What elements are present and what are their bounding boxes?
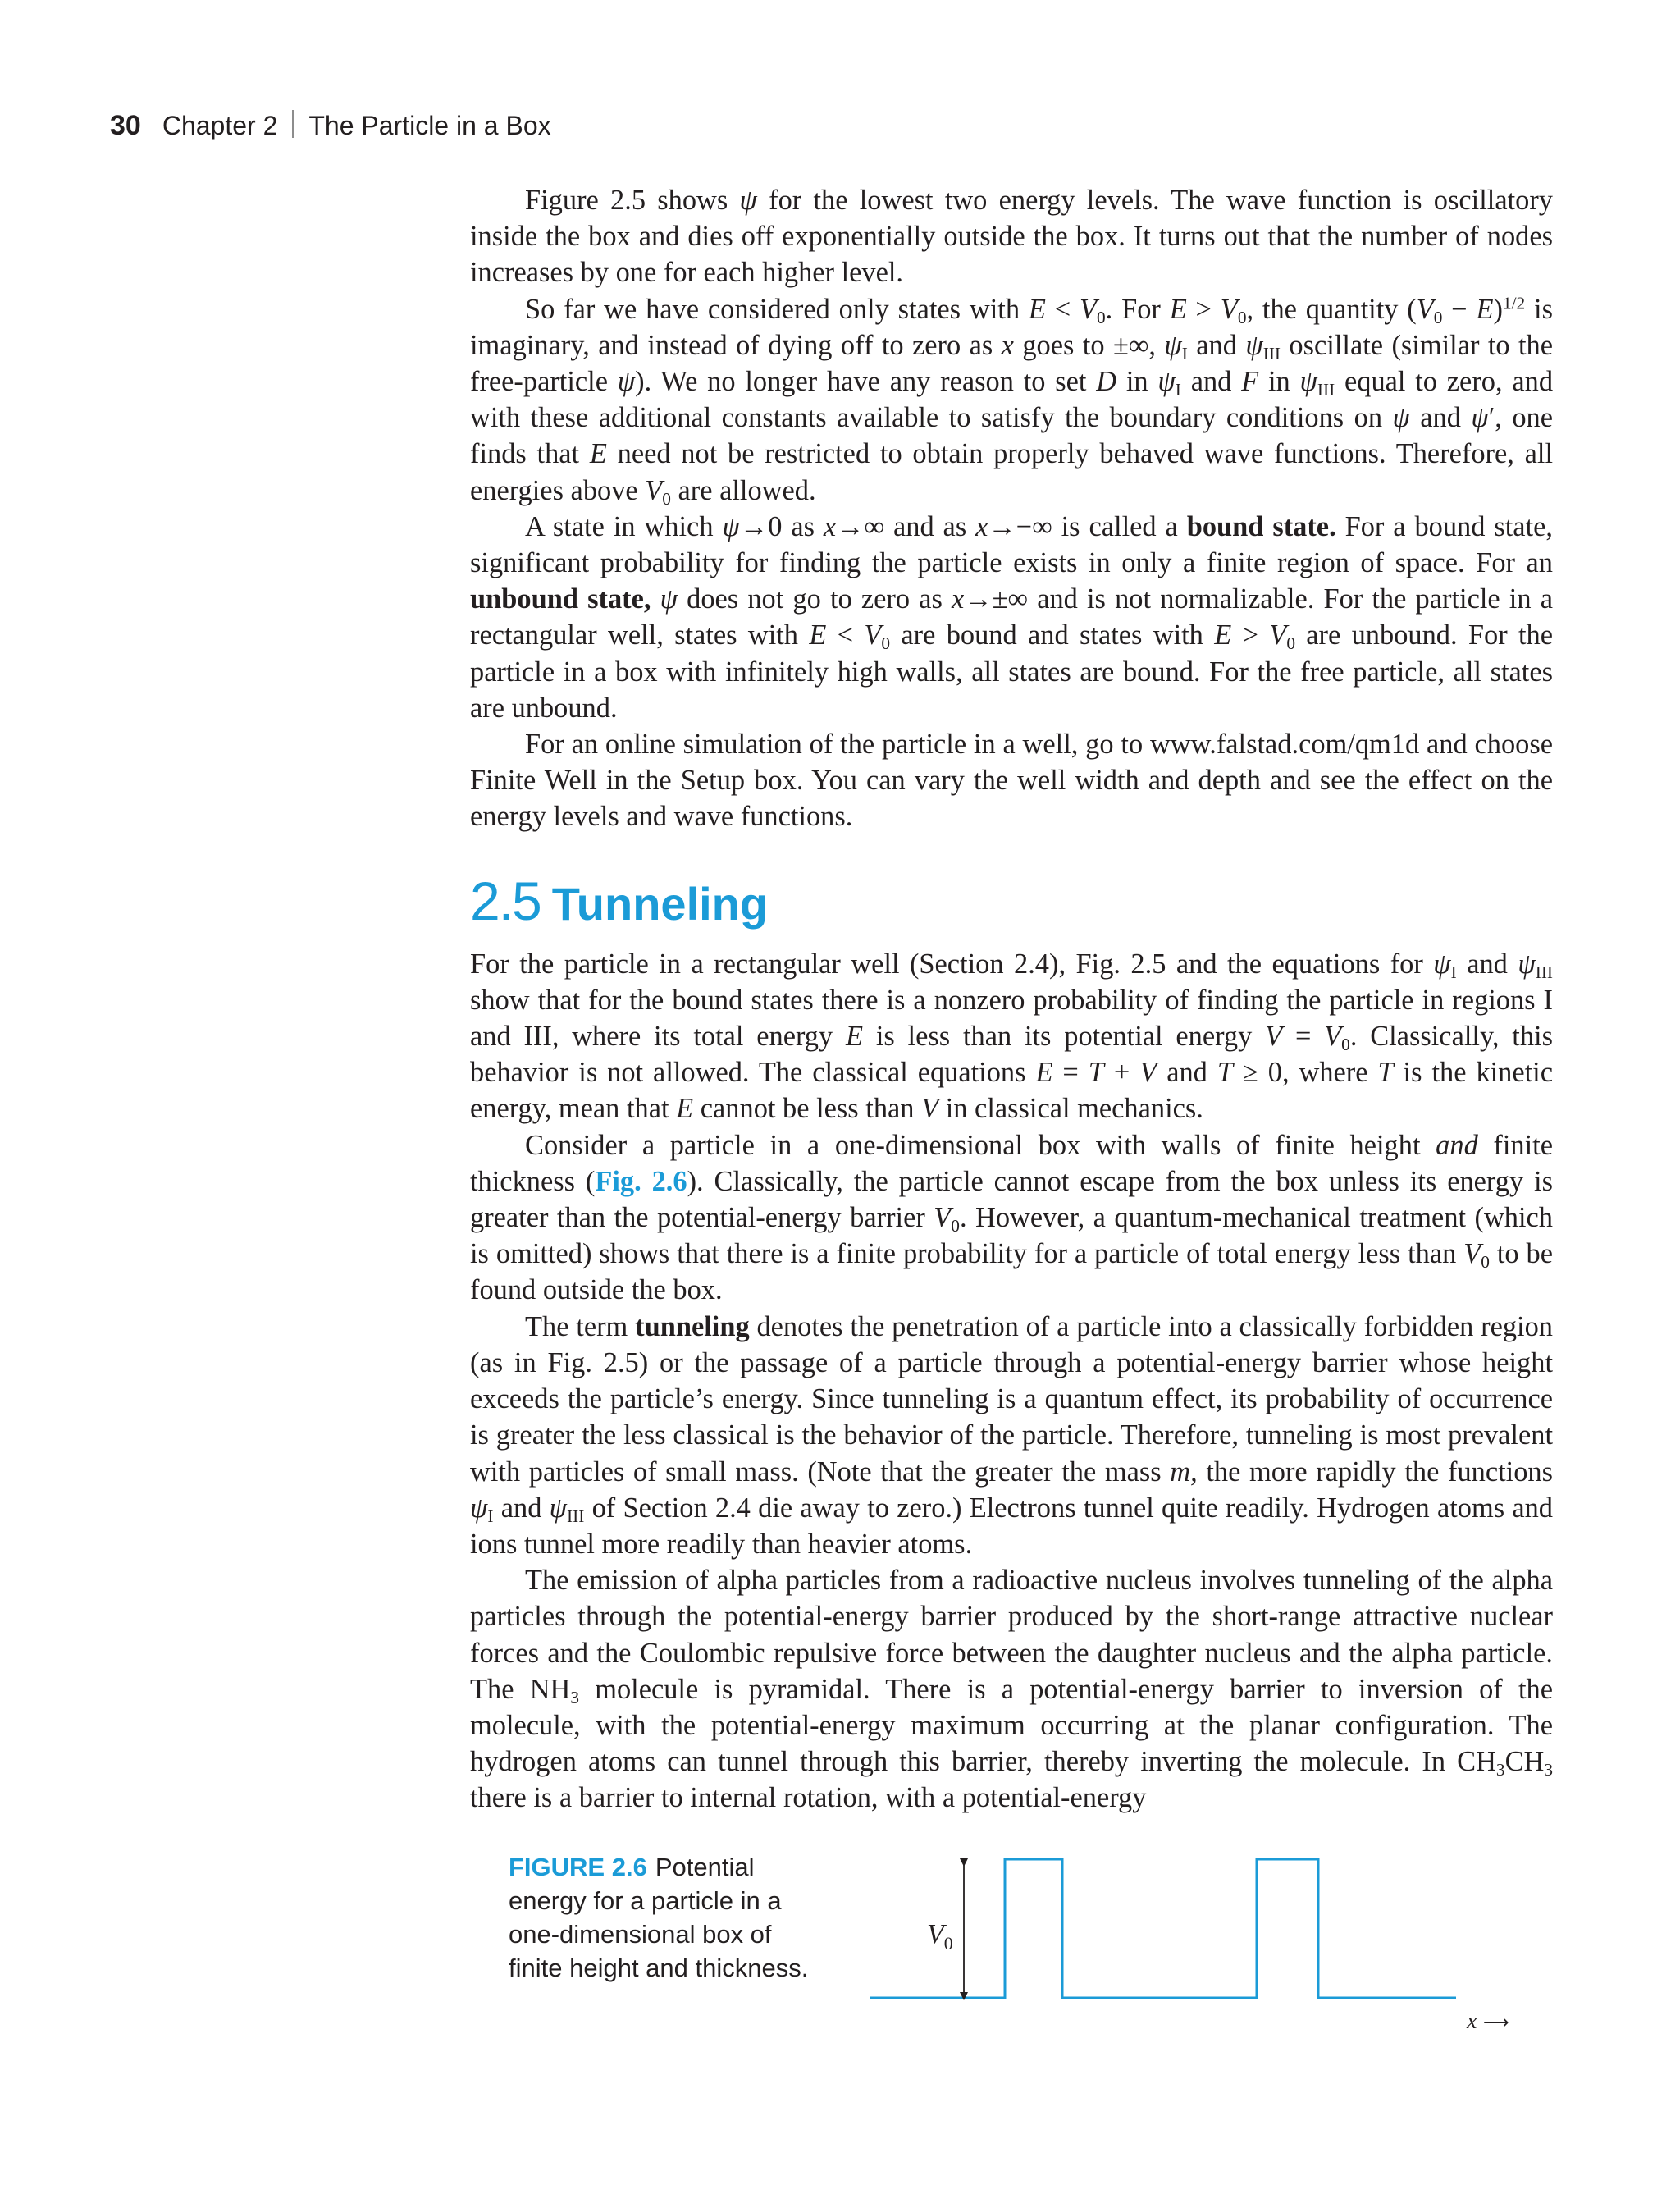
potential-curve [870,1859,1456,1998]
section-number: 2.5 [470,871,541,931]
page-number: 30 [110,110,141,141]
paragraph-tunneling-intro: For the particle in a rectangular well (Section 2.4), Fig. 2.5 and the equations for $\psi_I$ and $\psi_{III}$ show that for the bound states there is a nonzero probability of finding the particle in regions I and III, where its total energy E is less than its potential energy $V = V_0$. Classically, this behavior is not allowed. The classical equations E = T + V and T ≥ 0, where T is the kinetic energy, mean that E cannot be less than V in classical mechanics. [470,948,1554,1125]
figure-reference-link[interactable]: Fig. 2.6 [595,1165,687,1197]
paragraph-unbound-energies: So far we have considered only states with $E < V_0$. For $E > V_0$, the quantity $(V_0 - E)^{1/2}$ is imaginary, and instead of dying off to zero as x goes to ±∞, $\psi_I$ and $\psi_{III}$ oscillate (similar to the free-particle ψ). We no longer have any reason to set D in $\psi_I$ and F in $\psi_{III}$ equal to zero, and with these additional constants available to satisfy the boundary conditions on ψ and ψ′, one finds that E need not be restricted to obtain properly behaved wave functions. Therefore, all energies above $V_0$ are allowed. [470,292,1554,509]
section-title: Tunneling [551,878,769,930]
paragraph-alpha-emission: The emission of alpha particles from a radioactive nucleus involves tunneling of the alpha particles through the potential-energy barrier produced by the short-range attractive nuclear forces and the Coulombic repulsive force between the daughter nucleus and the alpha particle. The $NH_3$ molecule is pyramidal. There is a potential-energy barrier to inversion of the molecule, with the potential-energy maximum occurring at the planar configuration. The hydrogen atoms can tunnel through this barrier, thereby inverting the molecule. In $CH_3CH_3$ there is a barrier to internal rotation, with a potential-energy [470,1565,1553,1814]
figure-label: FIGURE 2.6 [509,1853,647,1881]
figure-caption [509,1850,824,1985]
chapter-label: Chapter 2 [162,111,278,140]
running-head [110,107,551,143]
section-heading [470,870,768,932]
body-text [470,182,1553,1817]
paragraph-figure-2-5: Figure 2.5 shows ψ for the lowest two energy levels. The wave function is oscillatory inside the box and dies off exponentially outside the box. It turns out that the number of nodes increases by one for each higher level. [470,185,1553,289]
paragraph-finite-box: Consider a particle in a one-dimensional box with walls of finite height and finite thickness (Fig. 2.6). Classically, the particle cannot escape from the box unless its energy is greater than the potential-energy barrier $V_0$. However, a quantum-mechanical treatment (which is omitted) shows that there is a finite probability for a particle of total energy less than $V_0$ to be found outside the box. [470,1129,1554,1306]
paragraph-simulation: For an online simulation of the particle in a well, go to www.falstad.com/qm1d and choose Finite Well in the Setup box. You can vary the well width and depth and see the effect on the energy levels and wave functions. [470,729,1553,833]
v0-label: $V_0$ [927,1919,953,1954]
header-divider [292,110,294,138]
paragraph-bound-state: A state in which ψ→0 as x→∞ and as x→−∞ is called a bound state. For a bound state, significant probability for finding the particle exists in only a finite region of space. For an unbound state, ψ does not go to zero as x→±∞ and is not normalizable. For the particle in a rectangular well, states with $E < V_0$ are bound and states with $E > V_0$ are unbound. For the particle in a box with infinitely high walls, all states are bound. For the free particle, all states are unbound. [470,510,1554,724]
chapter-title: The Particle in a Box [308,111,551,140]
x-axis-label: x [1467,2009,1477,2034]
x-axis-arrow: ⟶ [1483,2013,1509,2033]
potential-energy-diagram [853,1846,1542,2043]
figure-caption-text: Potential energy for a particle in a one-dimensional box of finite height and thickness. [509,1853,809,1982]
paragraph-tunneling-definition: The term tunneling denotes the penetration of a particle into a classically forbidden region (as in Fig. 2.5) or the passage of a particle through a potential-energy barrier whose height exceeds the particle’s energy. Since tunneling is a quantum effect, its probability of occurrence is greater the less classical is the behavior of the particle. Therefore, tunneling is most prevalent with particles of small mass. (Note that the greater the mass m, the more rapidly the functions $\psi_I$ and $\psi_{III}$ of Section 2.4 die away to zero.) Electrons tunnel quite readily. Hydrogen atoms and ions tunnel more readily than heavier atoms. [470,1310,1553,1560]
